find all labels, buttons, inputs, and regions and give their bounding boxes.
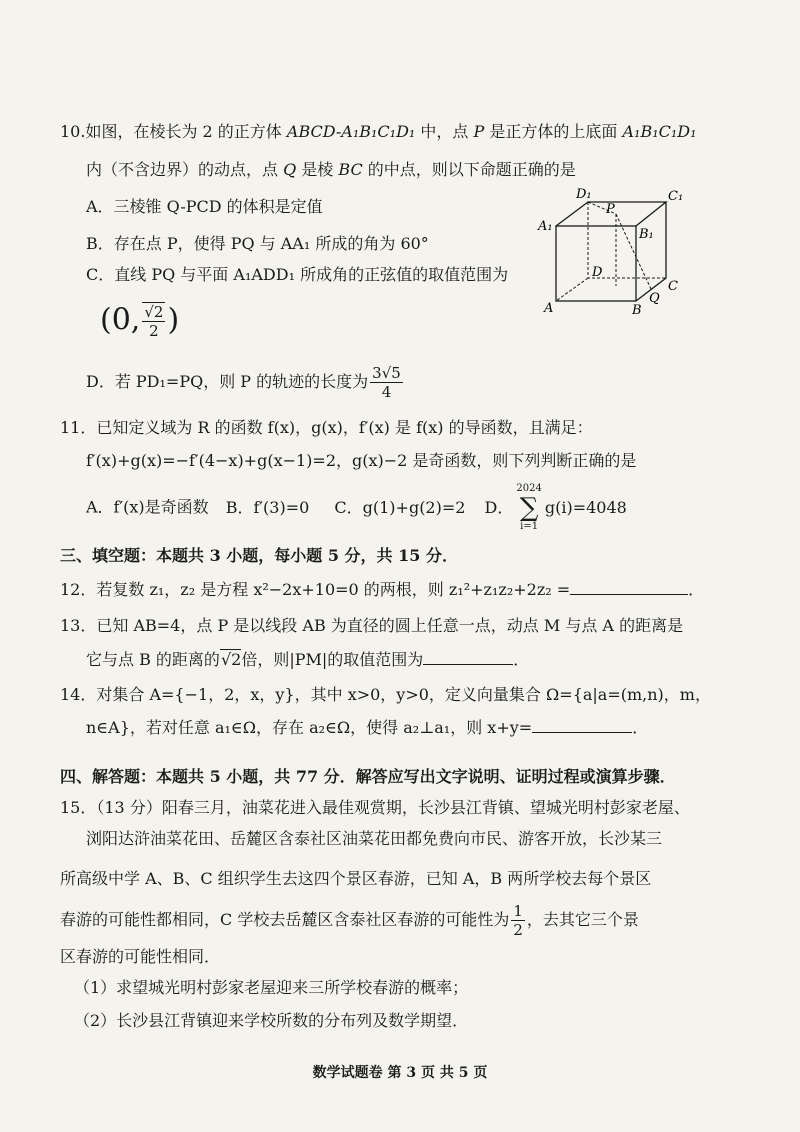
q11-option-c: C．g(1)+g(2)=2	[334, 497, 466, 517]
q10-option-d: D．若 PD₁=PQ，则 P 的轨迹的长度为 $\frac{3√5}{4}$	[86, 364, 401, 401]
cube-name: ABCD-A₁B₁C₁D₁	[286, 122, 416, 141]
q10-option-a: A．三棱锥 Q-PCD 的体积是定值	[86, 197, 323, 216]
q15-line4: 春游的可能性都相同，C 学校去岳麓区含泰社区春游的可能性为 $\frac{1}{2}$ ，去其它三个景	[60, 902, 639, 939]
label-c: C	[668, 279, 678, 294]
label-a1: A₁	[538, 219, 553, 234]
label-q: Q	[649, 291, 660, 306]
q10-option-c: C．直线 PQ 与平面 A₁ADD₁ 所成角的正弦值的取值范围为	[86, 265, 509, 284]
q11-option-d: D． 2024 ∑ i=1 g(i)=4048	[484, 483, 627, 532]
q10-option-c-interval: (0, $\frac{√2}{2}$ )	[100, 302, 180, 340]
label-d: D	[592, 265, 603, 280]
q13-line2: 它与点 B 的距离的√2倍，则|PM|的取值范围为 ．	[86, 650, 530, 669]
q15-line5: 区春游的可能性相同．	[60, 947, 221, 966]
label-b: B	[632, 303, 642, 316]
q15-line1: 15．（13 分）阳春三月，油菜花进入最佳观赏期，长沙县江背镇、望城光明村彭家老屋、	[60, 798, 690, 817]
label-a: A	[544, 301, 554, 316]
q11-options	[86, 483, 627, 533]
q13-answer-blank[interactable]	[423, 648, 513, 665]
cube-front-face	[556, 226, 636, 301]
q10-option-b: B．存在点 P，使得 PQ 与 AA₁ 所成的角为 60°	[86, 234, 429, 253]
label-p: P	[606, 202, 615, 217]
page-footer: 数学试题卷 第 3 页 共 5 页	[312, 1065, 488, 1081]
q11-line2: f′(x)+g(x)=−f′(4−x)+g(x−1)=2，g(x)−2 是奇函数，则下列判断正确的是	[86, 451, 637, 470]
q13-line1: 13．已知 AB=4，点 P 是以线段 AB 为直径的圆上任意一点，动点 M 与点 A 的距离是	[60, 616, 684, 635]
q12: 12．若复数 z₁，z₂ 是方程 x²−2x+10=0 的两根，则 z₁²+z₁z₂+2z₂ = ．	[60, 580, 705, 599]
q10-line1: 10.如图，在棱长为 2 的正方体 ABCD-A₁B₁C₁D₁ 中，点 P 是正方体的上底面 A₁B₁C₁D₁	[60, 122, 697, 141]
label-b1: B₁	[639, 227, 654, 242]
q14-line1: 14．对集合 A={−1，2，x，y}，其中 x>0，y>0，定义向量集合 Ω={a|a=(m,n)，m，	[60, 685, 711, 704]
q10-number: 10.	[60, 122, 86, 141]
q11-line1: 11．已知定义域为 R 的函数 f(x)，g(x)，f′(x) 是 f(x) 的导函数，且满足：	[60, 418, 593, 437]
q12-answer-blank[interactable]	[570, 578, 688, 595]
cube-right-edges	[636, 202, 666, 301]
section-4-title: 四、解答题：本题共 5 小题，共 77 分．解答应写出文字说明、证明过程或演算步骤．	[60, 767, 676, 786]
q10-line2: 内（不含边界）的动点，点 Q 是棱 BC 的中点，则以下命题正确的是	[86, 160, 576, 179]
section-3-title: 三、填空题：本题共 3 小题，每小题 5 分，共 15 分．	[60, 546, 458, 565]
q11-option-b: B．f′(3)=0	[225, 497, 310, 517]
label-d1: D₁	[576, 187, 592, 202]
cube-figure	[536, 186, 696, 316]
q15-line3: 所高级中学 A、B、C 组织学生去这四个景区春游，已知 A，B 两所学校去每个景区	[60, 869, 652, 888]
q15-line2: 浏阳达浒油菜花田、岳麓区含泰社区油菜花田都免费向市民、游客开放，长沙某三	[86, 829, 663, 848]
q11-option-a: A．f′(x)是奇函数	[86, 497, 209, 517]
q15-sub1: （1）求望城光明村彭家老屋迎来三所学校春游的概率；	[74, 978, 469, 997]
label-c1: C₁	[668, 189, 684, 204]
q14-line2: n∈A}，若对任意 a₁∈Ω，存在 a₂∈Ω，使得 a₂⊥a₁，则 x+y= ．	[86, 718, 649, 737]
q14-answer-blank[interactable]	[532, 716, 632, 733]
cube-hidden-edge-ad	[556, 278, 588, 301]
q15-sub2: （2）长沙县江背镇迎来学校所数的分布列及数学期望．	[74, 1011, 469, 1030]
